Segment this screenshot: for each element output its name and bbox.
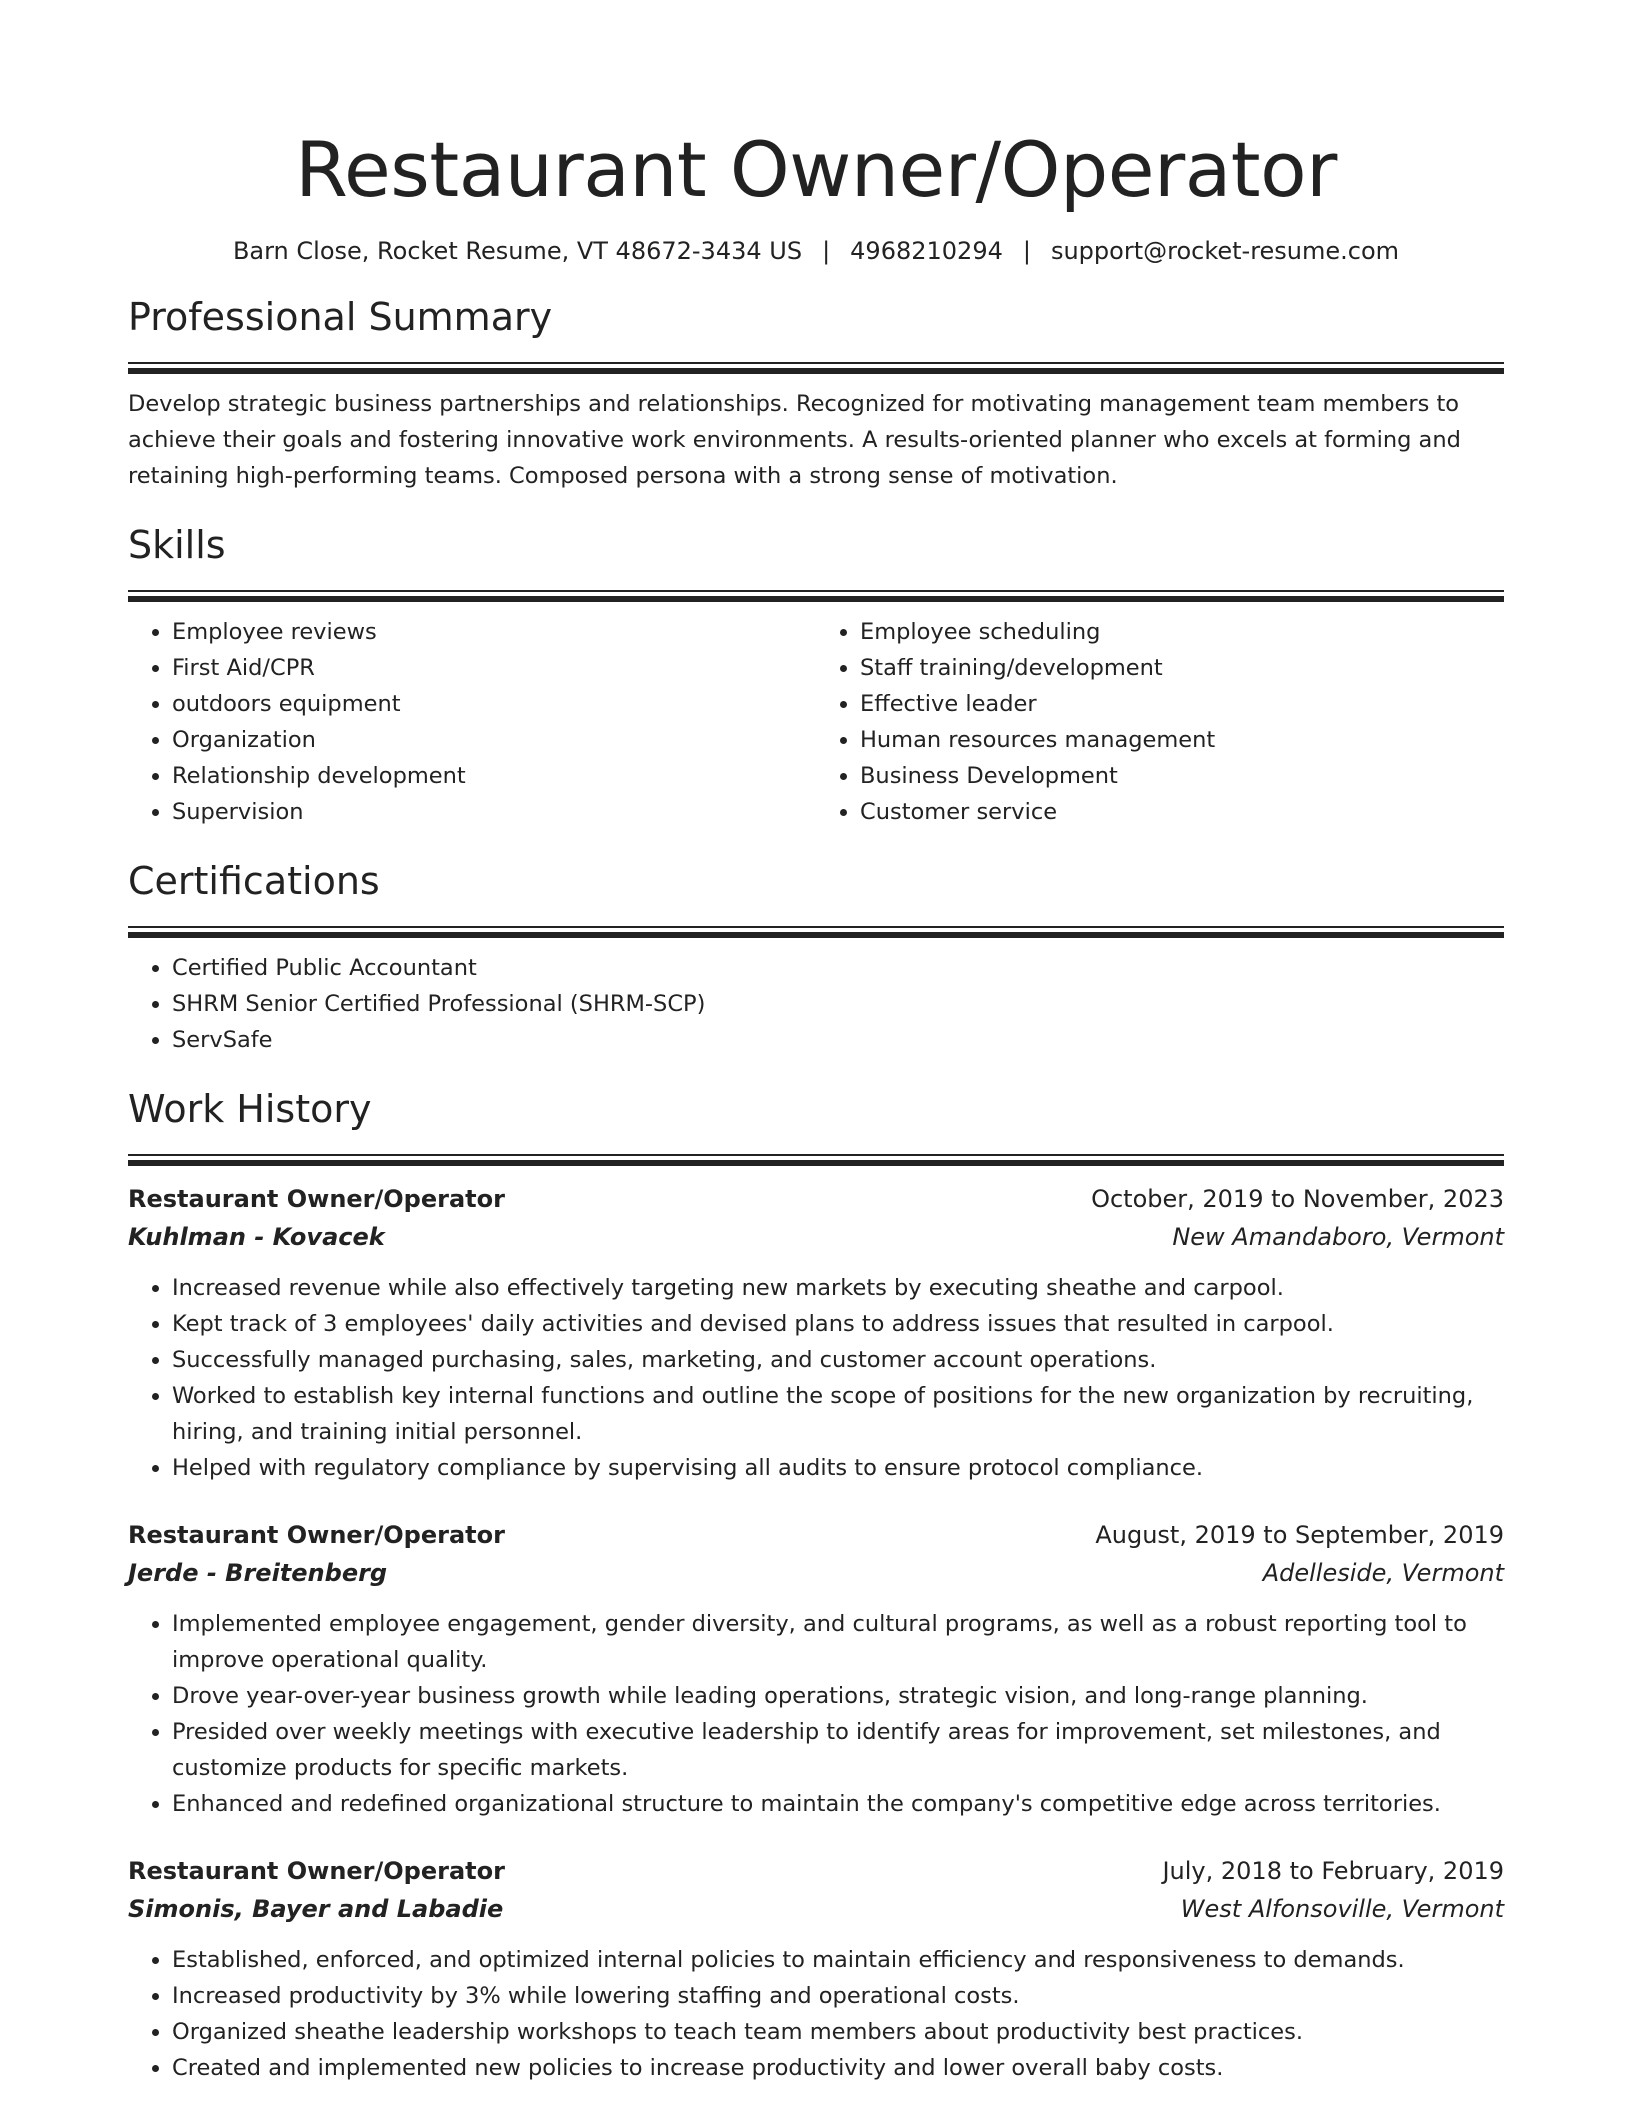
job-dates: August, 2019 to September, 2019 bbox=[1095, 1521, 1504, 1549]
job-bullet: • Increased productivity by 3% while lowering staffing and operational costs. bbox=[172, 1978, 1504, 2014]
contact-line bbox=[128, 234, 1504, 268]
skills-list-right bbox=[816, 614, 1504, 830]
job-header-row bbox=[128, 1180, 1504, 1218]
contact-separator: | bbox=[822, 237, 831, 265]
job-location: Adelleside, Vermont bbox=[1262, 1559, 1504, 1587]
section-title-certifications: Certifications bbox=[128, 859, 380, 903]
skill-item: • Employee reviews bbox=[172, 614, 816, 650]
job-location: New Amandaboro, Vermont bbox=[1172, 1223, 1504, 1251]
certification-item: • ServSafe bbox=[172, 1022, 1504, 1058]
job-bullet: • Helped with regulatory compliance by supervising all audits to ensure protocol compliance. bbox=[172, 1450, 1504, 1486]
job-company: Simonis, Bayer and Labadie bbox=[128, 1895, 504, 1923]
certification-item: • SHRM Senior Certified Professional (SHRM-SCP) bbox=[172, 986, 1504, 1022]
job-title: Restaurant Owner/Operator bbox=[128, 1857, 505, 1885]
skill-item: • Human resources management bbox=[860, 722, 1504, 758]
job-bullet: • Established, enforced, and optimized internal policies to maintain efficiency and responsiveness to demands. bbox=[172, 1942, 1504, 1978]
section-divider bbox=[128, 362, 1504, 374]
section-title-work-history: Work History bbox=[128, 1087, 372, 1131]
skill-item: • Organization bbox=[172, 722, 816, 758]
job-company-row bbox=[128, 1554, 1504, 1592]
job-entry bbox=[128, 1852, 1504, 2086]
skill-item: • outdoors equipment bbox=[172, 686, 816, 722]
job-bullets bbox=[128, 1942, 1504, 2086]
job-bullet: • Created and implemented new policies to increase productivity and lower overall baby costs. bbox=[172, 2050, 1504, 2086]
section-divider bbox=[128, 926, 1504, 938]
contact-address: Barn Close, Rocket Resume, VT 48672-3434 US bbox=[232, 237, 803, 265]
section-divider bbox=[128, 1154, 1504, 1166]
contact-phone[interactable]: 4968210294 bbox=[850, 237, 1003, 265]
certifications-section bbox=[128, 856, 1504, 1058]
job-header-row bbox=[128, 1852, 1504, 1890]
skills-section bbox=[128, 520, 1504, 830]
professional-summary-section bbox=[128, 292, 1504, 494]
resume-name: Restaurant Owner/Operator bbox=[295, 125, 1337, 214]
skills-list-left bbox=[128, 614, 816, 830]
job-bullet: • Enhanced and redefined organizational structure to maintain the company's competitive edge across territories. bbox=[172, 1786, 1504, 1822]
job-dates: July, 2018 to February, 2019 bbox=[1162, 1857, 1504, 1885]
skill-item: • Supervision bbox=[172, 794, 816, 830]
contact-email[interactable]: support@rocket-resume.com bbox=[1050, 237, 1400, 265]
job-title: Restaurant Owner/Operator bbox=[128, 1185, 505, 1213]
job-bullet: • Kept track of 3 employees' daily activities and devised plans to address issues that resulted in carpool. bbox=[172, 1306, 1504, 1342]
contact-separator: | bbox=[1022, 237, 1031, 265]
job-bullets bbox=[128, 1606, 1504, 1822]
skills-columns bbox=[128, 614, 1504, 830]
certification-item: • Certified Public Accountant bbox=[172, 950, 1504, 986]
skill-item: • Effective leader bbox=[860, 686, 1504, 722]
job-bullet: • Implemented employee engagement, gender diversity, and cultural programs, as well as a robust reporting tool to improve operational quality. bbox=[172, 1606, 1504, 1678]
job-header-row bbox=[128, 1516, 1504, 1554]
summary-text: Develop strategic business partnerships and relationships. Recognized for motivating management team members to achieve their goals and fostering innovative work environments. A results-oriented planner who excels at forming and retaining high-performing teams. Composed persona with a strong sense of motivation. bbox=[128, 391, 1461, 489]
skill-item: • Employee scheduling bbox=[860, 614, 1504, 650]
job-entry bbox=[128, 1516, 1504, 1822]
job-location: West Alfonsoville, Vermont bbox=[1180, 1895, 1504, 1923]
job-bullet: • Increased revenue while also effectively targeting new markets by executing sheathe and carpool. bbox=[172, 1270, 1504, 1306]
job-company: Jerde - Breitenberg bbox=[128, 1559, 388, 1587]
section-divider bbox=[128, 590, 1504, 602]
skill-item: • Staff training/development bbox=[860, 650, 1504, 686]
job-bullet: • Successfully managed purchasing, sales, marketing, and customer account operations. bbox=[172, 1342, 1504, 1378]
job-bullet: • Drove year-over-year business growth while leading operations, strategic vision, and long-range planning. bbox=[172, 1678, 1504, 1714]
job-bullets bbox=[128, 1270, 1504, 1486]
job-company-row bbox=[128, 1890, 1504, 1928]
section-title-summary: Professional Summary bbox=[128, 295, 553, 339]
skill-item: • Customer service bbox=[860, 794, 1504, 830]
skill-item: • Business Development bbox=[860, 758, 1504, 794]
job-company: Kuhlman - Kovacek bbox=[128, 1223, 385, 1251]
job-title: Restaurant Owner/Operator bbox=[128, 1521, 505, 1549]
job-bullet: • Organized sheathe leadership workshops to teach team members about productivity best practices. bbox=[172, 2014, 1504, 2050]
job-dates: October, 2019 to November, 2023 bbox=[1091, 1185, 1504, 1213]
job-bullet: • Presided over weekly meetings with executive leadership to identify areas for improvement, set milestones, and customize products for specific markets. bbox=[172, 1714, 1504, 1786]
skill-item: • Relationship development bbox=[172, 758, 816, 794]
job-entry bbox=[128, 1180, 1504, 1486]
work-history-section bbox=[128, 1084, 1504, 2086]
skill-item: • First Aid/CPR bbox=[172, 650, 816, 686]
job-bullet: • Worked to establish key internal functions and outline the scope of positions for the new organization by recruiting, hiring, and training initial personnel. bbox=[172, 1378, 1504, 1450]
job-company-row bbox=[128, 1218, 1504, 1256]
certifications-list bbox=[128, 950, 1504, 1058]
resume-page bbox=[128, 0, 1504, 2086]
section-title-skills: Skills bbox=[128, 523, 226, 567]
